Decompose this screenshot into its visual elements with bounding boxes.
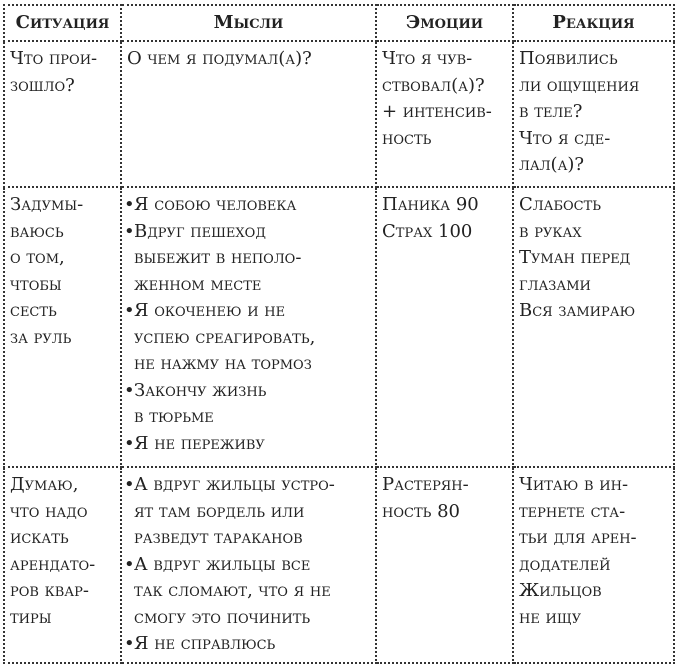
header-emotions: Эмоции xyxy=(376,5,513,41)
reaction-line: Что я сде- xyxy=(519,127,611,149)
situation-line: ваюсь xyxy=(10,220,64,242)
cell-reaction xyxy=(513,187,674,467)
situation-line: чтобы xyxy=(10,273,62,295)
reaction-line: лал(а)? xyxy=(519,154,585,175)
thought-bullet-line xyxy=(124,552,370,579)
emotions-line: + интенсив- xyxy=(382,101,492,122)
thought-continuation: выбежит в неполо- xyxy=(134,247,302,268)
cell-emotions xyxy=(376,187,513,467)
cell-emotions xyxy=(376,467,513,663)
reaction-line: Туман перед xyxy=(519,247,631,268)
thought-text: Я не переживу xyxy=(134,432,265,454)
thought-continuation: женном месте xyxy=(134,273,262,295)
thought-continuation: смогу это починить xyxy=(134,606,311,628)
situation-line: о том, xyxy=(10,247,65,268)
thought-bullet-line xyxy=(124,192,370,219)
thought-continuation: в тюрьме xyxy=(134,406,214,427)
reaction-line: Вся замираю xyxy=(519,300,636,321)
bullet-mark: • xyxy=(124,553,135,575)
thought-text: Я окоченею и не xyxy=(134,300,286,321)
thought-text: А вдруг жильцы все xyxy=(134,553,311,575)
situation-line: зошло? xyxy=(10,74,75,96)
emotions-line: Что я чув- xyxy=(382,48,473,69)
cell-reaction xyxy=(513,41,674,187)
thought-continuation: успею среагировать, xyxy=(134,326,316,348)
thought-bullet-line xyxy=(124,631,370,658)
thought-bullet-line xyxy=(124,431,370,458)
situation-line: за руль xyxy=(10,326,72,348)
thought-text: Я собою человека xyxy=(134,194,297,215)
header-thoughts: Мысли xyxy=(121,5,376,41)
cell-thoughts xyxy=(121,467,376,663)
cell-emotions xyxy=(376,41,513,187)
thought-bullet-line xyxy=(124,298,370,325)
bullet-mark: • xyxy=(124,300,135,321)
table-row xyxy=(4,187,674,467)
cell-situation xyxy=(4,467,121,663)
thought-bullet-line xyxy=(124,219,370,246)
emotions-line: Страх 100 xyxy=(382,220,473,242)
header-reaction: Реакция xyxy=(513,5,674,41)
header-situation: Ситуация xyxy=(4,5,121,41)
reaction-line: тернете ста- xyxy=(519,500,626,522)
situation-line: что надо xyxy=(10,500,88,522)
reaction-line: Читаю в ин- xyxy=(519,474,629,495)
thought-bullet-line xyxy=(124,472,370,499)
thought-record-table xyxy=(3,4,675,664)
cell-situation xyxy=(4,41,121,187)
thought-text: Я не справлюсь xyxy=(134,633,276,654)
thought-text: Вдруг пешеход xyxy=(134,220,266,242)
reaction-line: не ищу xyxy=(519,606,582,628)
situation-line: Задумы- xyxy=(10,194,84,215)
situation-line: Думаю, xyxy=(10,474,79,495)
emotions-line: Паника 90 xyxy=(382,194,479,215)
cell-thoughts xyxy=(121,41,376,187)
emotions-line: ность 80 xyxy=(382,500,460,522)
bullet-mark: • xyxy=(124,633,135,654)
thought-line: О чем я подумал(а)? xyxy=(127,48,312,69)
table-row xyxy=(4,41,674,187)
emotions-line: ствовал(а)? xyxy=(382,74,485,96)
reaction-line: Жильцов xyxy=(519,580,602,601)
reaction-line: глазами xyxy=(519,273,591,295)
situation-line: искать xyxy=(10,527,69,548)
reaction-line: Слабость xyxy=(519,194,602,215)
reaction-line: в теле? xyxy=(519,101,583,122)
situation-line: сесть xyxy=(10,300,57,321)
thought-text: А вдруг жильцы устро- xyxy=(134,474,335,495)
reaction-line: тьи для арен- xyxy=(519,527,637,548)
bullet-mark: • xyxy=(124,432,135,454)
emotions-line: ность xyxy=(382,127,432,149)
cell-reaction xyxy=(513,467,674,663)
header-row xyxy=(4,5,674,41)
thought-continuation: ят там бордель или xyxy=(134,500,305,522)
situation-line: ров квар- xyxy=(10,580,89,601)
cell-thoughts xyxy=(121,187,376,467)
thought-continuation: так сломают, что я не xyxy=(134,580,331,601)
bullet-mark: • xyxy=(124,220,135,242)
table-row xyxy=(4,467,674,663)
situation-line: тиры xyxy=(10,606,52,628)
thought-text: Закончу жизнь xyxy=(134,379,267,401)
bullet-mark: • xyxy=(124,474,135,495)
bullet-mark: • xyxy=(124,379,135,401)
thought-continuation: разведут тараканов xyxy=(134,527,303,548)
reaction-line: в руках xyxy=(519,220,582,242)
thought-continuation: не нажму на тормоз xyxy=(134,353,312,374)
situation-line: арендато- xyxy=(10,553,96,575)
cell-situation xyxy=(4,187,121,467)
bullet-mark: • xyxy=(124,194,135,215)
emotions-line: Растерян- xyxy=(382,474,469,495)
situation-line: Что прои- xyxy=(10,48,98,69)
reaction-line: додателей xyxy=(519,553,611,575)
reaction-line: ли ощущения xyxy=(519,74,640,96)
thought-bullet-line xyxy=(124,378,370,405)
reaction-line: Появились xyxy=(519,48,618,69)
